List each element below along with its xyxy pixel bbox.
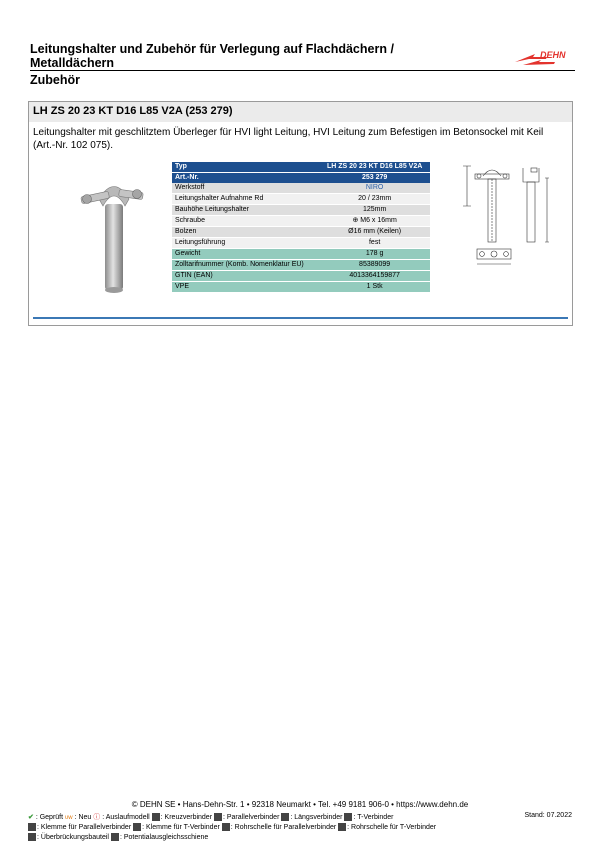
product-heading: LH ZS 20 23 KT D16 L85 V2A (253 279): [29, 102, 572, 122]
bridging-component-icon: [28, 833, 36, 841]
table-row: [172, 205, 430, 216]
spec-value: 125mm: [319, 205, 430, 216]
table-row: [172, 271, 430, 282]
spec-type-row: [172, 162, 430, 173]
spec-art-row: [172, 173, 430, 184]
longitudinal-connector-icon: [281, 813, 289, 821]
spec-label: VPE: [172, 282, 319, 293]
footer-legend: ✔ : Geprüft ᴜᴡ : Neu ⓘ : Auslaufmodell : Kreuzverbinder : Parallelverbinder : Längsverbinder : T-Verbinder : Klemme für Parallelverbinder : Klemme für T-Verbinder : Rohrschelle für Parallelverbinder : Rohrschelle für T-Verbinder : Überbrückungsbauteil : Potentialausgleichsschiene: [28, 814, 437, 841]
screw-head-icon: ⊕: [352, 217, 359, 224]
spec-label: GTIN (EAN): [172, 271, 319, 282]
header-rule: [30, 70, 575, 71]
equipotential-bar-icon: [111, 833, 119, 841]
spec-value: NIRO: [319, 183, 430, 194]
spec-label: Schraube: [172, 216, 319, 227]
spec-art-value: 253 279: [319, 173, 430, 184]
spec-value: ⊕ M6 x 16mm: [319, 216, 430, 227]
table-row: [172, 216, 430, 227]
document-header: [30, 42, 575, 87]
card-bottom-rule: [33, 317, 568, 319]
document-title: Leitungshalter und Zubehör für Verlegung auf Flachdächern / Metalldächern: [30, 42, 394, 70]
parallel-connector-icon: [214, 813, 222, 821]
table-row: [172, 227, 430, 238]
footer-date: Stand: 07.2022: [524, 812, 572, 819]
spec-value: 1 Stk: [319, 282, 430, 293]
pipe-clamp-parallel-icon: [222, 823, 230, 831]
spec-value: Ø16 mm (Keilen): [319, 227, 430, 238]
spec-value: fest: [319, 238, 430, 249]
document-subtitle: Zubehör: [30, 73, 80, 87]
spec-label: Werkstoff: [172, 183, 319, 194]
spec-label: Bolzen: [172, 227, 319, 238]
spec-type-label: Typ: [172, 162, 319, 173]
spec-value: 20 / 23mm: [319, 194, 430, 205]
pipe-clamp-t-icon: [338, 823, 346, 831]
spec-value: 178 g: [319, 249, 430, 260]
table-row: [172, 183, 430, 194]
cross-connector-icon: [152, 813, 160, 821]
spec-label: Gewicht: [172, 249, 319, 260]
technical-drawing: [459, 158, 569, 268]
spec-type-value: LH ZS 20 23 KT D16 L85 V2A: [319, 162, 430, 173]
spec-value: 4013364159877: [319, 271, 430, 282]
spec-label: Leitungsführung: [172, 238, 319, 249]
product-card: [28, 101, 573, 326]
tested-icon: ᴜᴡ: [65, 815, 73, 821]
spec-art-label: Art.-Nr.: [172, 173, 319, 184]
table-row: [172, 238, 430, 249]
table-row: [172, 249, 430, 260]
table-row: [172, 260, 430, 271]
spec-value: 85389099: [319, 260, 430, 271]
svg-text:DEHN: DEHN: [540, 50, 566, 60]
spec-label: Zolltarifnummer (Komb. Nomenklatur EU): [172, 260, 319, 271]
t-connector-icon: [344, 813, 352, 821]
spec-table: [172, 162, 430, 293]
dehn-logo: [515, 48, 575, 66]
new-icon: ⓘ: [93, 814, 101, 821]
table-row: [172, 282, 430, 293]
check-icon: ✔: [28, 814, 34, 821]
table-row: [172, 194, 430, 205]
clamp-t-icon: [133, 823, 141, 831]
product-photo: [61, 164, 151, 294]
footer-address: © DEHN SE • Hans-Dehn-Str. 1 • 92318 Neumarkt • Tel. +49 9181 906-0 • https://www.dehn.de: [131, 800, 469, 809]
clamp-parallel-icon: [28, 823, 36, 831]
spec-label: Leitungshalter Aufnahme Rd: [172, 194, 319, 205]
product-description: Leitungshalter mit geschlitztem Überleger für HVI light Leitung, HVI Leitung zum Befestigen im Betonsockel mit Keil (Art.-Nr. 102 075).: [33, 127, 544, 151]
spec-label: Bauhöhe Leitungshalter: [172, 205, 319, 216]
